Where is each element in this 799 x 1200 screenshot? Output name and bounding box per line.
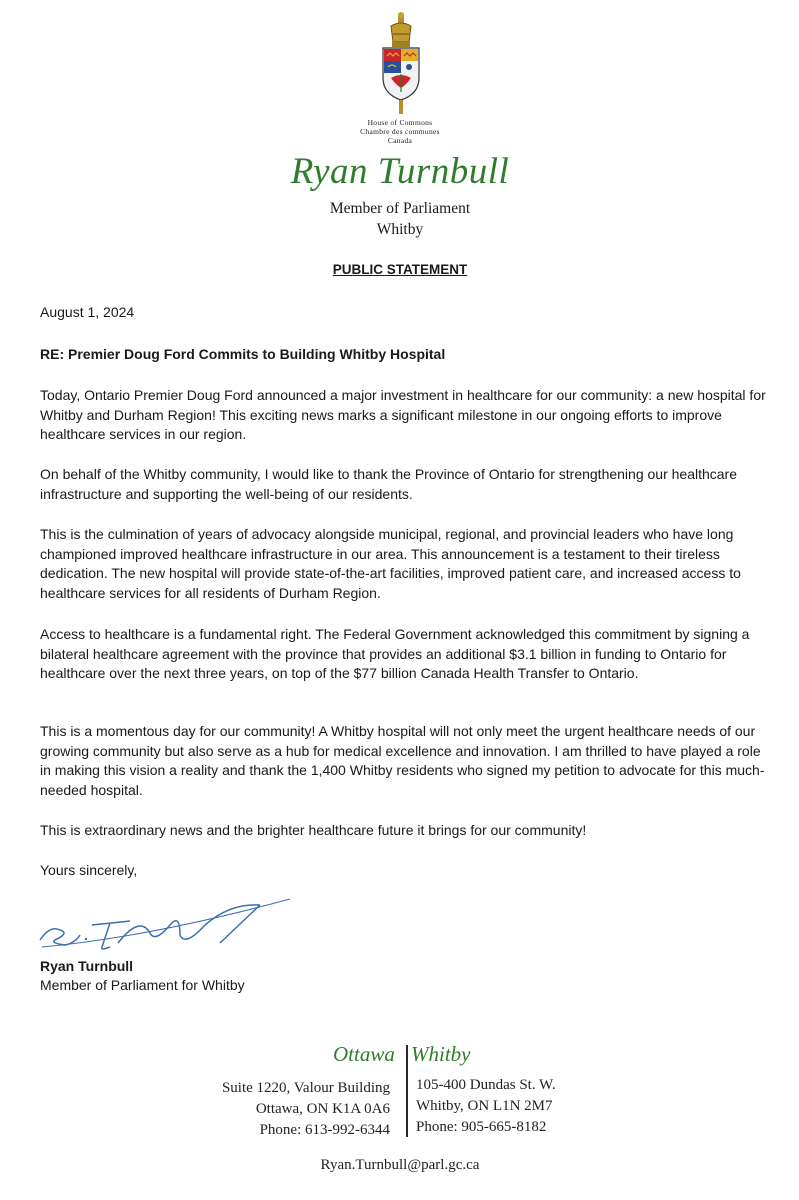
paragraph-4: Access to healthcare is a fundamental right. The Federal Government acknowledged this commitment by signing a bilateral healthcare agreement with the province that provides an additional $3.1 billion in funding to Ontario for healthcare over the next three years, on top of the $77 billion Canada Health Transfer to Ontario. [40, 626, 750, 681]
riding-name: Whitby [376, 221, 424, 238]
institution-name-line2: Chambre des communes [360, 127, 440, 136]
email-address: Ryan.Turnbull@parl.gc.ca [320, 1157, 480, 1173]
statement-heading: PUBLIC STATEMENT [332, 262, 468, 277]
closing: Yours sincerely, [40, 862, 138, 878]
footer-ottawa-label: Ottawa [333, 1042, 395, 1066]
signatory-title: Member of Parliament for Whitby [40, 977, 245, 993]
mp-role: Member of Parliament [329, 200, 471, 217]
paragraph-1: Today, Ontario Premier Doug Ford announced a major investment in healthcare for our community: a new hospital for Whitby and Durham Region! This exciting news marks a significant milestone in our ongoing efforts to improve healthcare services in our region. [40, 387, 766, 442]
ottawa-address-line2: Ottawa, ON K1A 0A6 [255, 1101, 390, 1117]
paragraph-6: This is extraordinary news and the brighter healthcare future it brings for our community! [40, 822, 587, 838]
footer-whitby-label: Whitby [411, 1042, 471, 1066]
re-line: RE: Premier Doug Ford Commits to Building Whitby Hospital [40, 346, 446, 362]
paragraph-3: This is the culmination of years of advocacy alongside municipal, regional, and provincial leaders who have long championed improved healthcare infrastructure in our area. This announcement is a testament to their tireless dedication. The new hospital will provide state-of-the-art facilities, improved patient care, and increased access to healthcare services for all residents of Durham Region. [40, 526, 741, 601]
whitby-phone: Phone: 905-665-8182 [416, 1119, 547, 1135]
paragraph-2: On behalf of the Whitby community, I would like to thank the Province of Ontario for strengthening our healthcare infrastructure and supporting the well-being of our residents. [40, 466, 737, 502]
signature-image [30, 885, 300, 955]
ottawa-address [222, 1078, 390, 1141]
institution-name-line1: House of Commons [367, 118, 433, 127]
whitby-address [416, 1075, 556, 1138]
paragraph-5: This is a momentous day for our community! A Whitby hospital will not only meet the urgent healthcare needs of our growing community but also serve as a hub for medical excellence and innovation. I am thrilled to have played a role in making this vision a reality and thank the 1,400 Whitby residents who signed my petition to advocate for this much-needed hospital. [40, 723, 765, 798]
whitby-address-line1: 105-400 Dundas St. W. [416, 1077, 556, 1093]
house-of-commons-crest-icon [373, 12, 429, 116]
footer-divider [406, 1045, 408, 1137]
whitby-address-line2: Whitby, ON L1N 2M7 [416, 1098, 553, 1114]
mp-name-heading: Ryan Turnbull [290, 151, 510, 192]
ottawa-phone: Phone: 613-992-6344 [259, 1122, 390, 1138]
ottawa-address-line1: Suite 1220, Valour Building [221, 1080, 390, 1096]
institution-name-line3: Canada [387, 136, 413, 145]
signatory-name: Ryan Turnbull [40, 958, 134, 974]
statement-date: August 1, 2024 [40, 304, 135, 320]
